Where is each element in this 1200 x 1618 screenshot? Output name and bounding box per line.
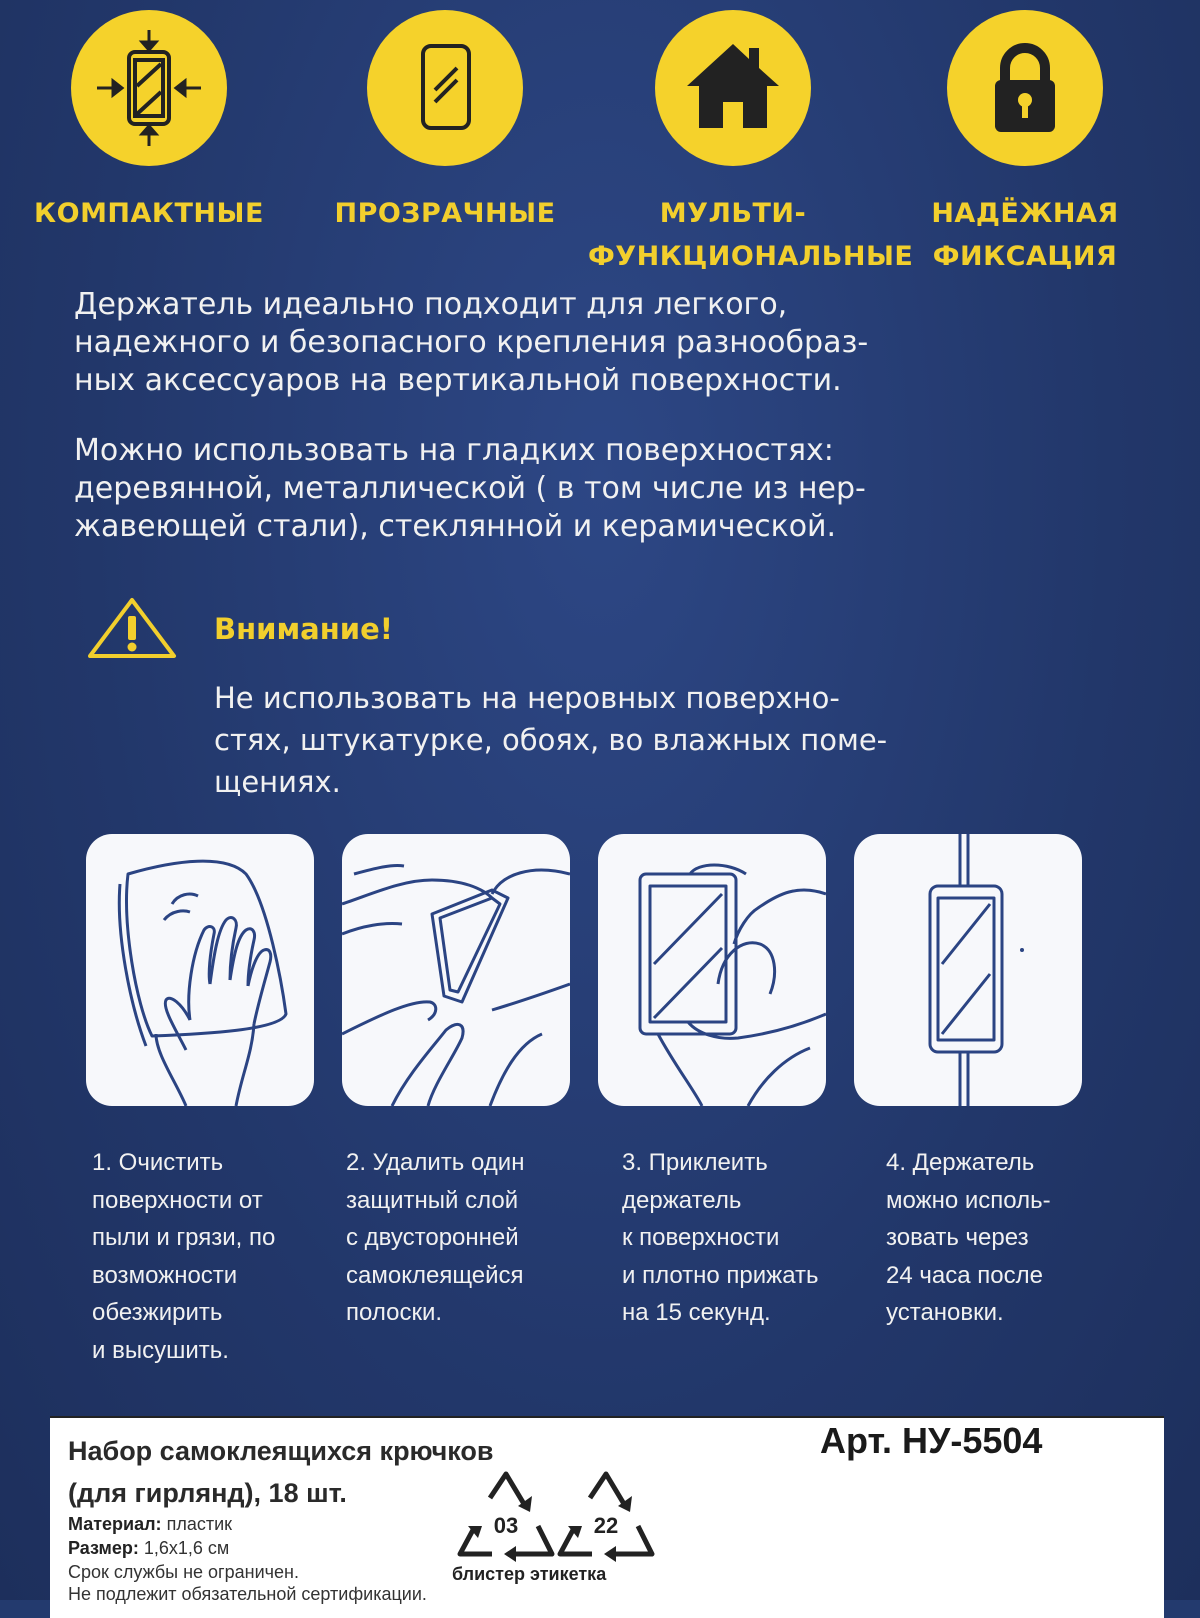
wipe-surface-icon <box>86 834 314 1106</box>
label-line: ФИКСАЦИЯ <box>932 241 1118 272</box>
step-4-text <box>886 1144 1126 1332</box>
feature-reliable <box>880 10 1170 278</box>
step-3-card <box>598 834 826 1106</box>
description-paragraph-1 <box>74 286 1154 400</box>
material-spec <box>68 1514 232 1535</box>
spec-key: Материал: <box>68 1514 162 1534</box>
label-line: МУЛЬТИ- <box>659 198 807 229</box>
text-line: полоски. <box>346 1299 443 1326</box>
text-line: жавеющей стали), стеклянной и керамической. <box>74 509 837 544</box>
holder-mounted-icon <box>854 834 1082 1106</box>
padlock-icon <box>947 10 1103 166</box>
text-line: с двусторонней <box>346 1224 519 1251</box>
text-line: стях, штукатурке, обоях, во влажных поме- <box>214 723 888 757</box>
text-line: 24 часа после <box>886 1261 1043 1289</box>
service-life: Срок службы не ограничен. <box>68 1562 299 1582</box>
features-row <box>0 0 1200 280</box>
transparent-panel-icon <box>367 10 523 166</box>
text-line: установки. <box>886 1299 1004 1326</box>
text-line: держатель <box>622 1186 742 1214</box>
text-line: надежного и безопасного крепления разнообраз- <box>74 325 869 360</box>
spec-value: пластик <box>166 1514 233 1534</box>
feature-transparent <box>300 10 590 235</box>
text-line: на 15 секунд. <box>622 1299 771 1326</box>
text-line: защитный слой <box>346 1186 519 1214</box>
text-line: деревянной, металлической ( в том числе из нер- <box>74 471 866 506</box>
text-line: поверхности от <box>92 1186 263 1214</box>
text-line: обезжирить <box>92 1299 223 1326</box>
product-label <box>50 1416 1164 1618</box>
text-line: 3. Приклеить <box>622 1149 768 1176</box>
feature-reliable-label <box>880 192 1170 278</box>
size-spec <box>68 1538 229 1559</box>
text-line: и высушить. <box>92 1336 229 1364</box>
text-line: (для гирлянд), 18 шт. <box>68 1478 347 1508</box>
recycle-22-icon <box>554 1468 658 1568</box>
compact-arrows-icon <box>71 10 227 166</box>
peel-layer-icon <box>342 834 570 1106</box>
text-line: Набор самоклеящихся крючков <box>68 1436 494 1466</box>
feature-compact-label: КОМПАКТНЫЕ <box>34 198 264 229</box>
recycle-caption: блистер этикетка <box>452 1564 607 1584</box>
warning-title: Внимание! <box>214 612 393 646</box>
step-2-text <box>346 1144 586 1332</box>
feature-multifunctional-label <box>588 192 914 278</box>
text-line: возможности <box>92 1261 238 1289</box>
text-line: самоклеящейся <box>346 1261 524 1289</box>
description-paragraph-2 <box>74 432 1154 546</box>
recycle-code: 03 <box>493 1513 519 1538</box>
article-number: Арт. НУ-5504 <box>820 1420 1043 1461</box>
step-4-card <box>854 834 1082 1106</box>
recycle-03-icon <box>454 1468 558 1568</box>
recycle-code: 22 <box>593 1513 619 1538</box>
text-line: 4. Держатель <box>886 1149 1035 1176</box>
text-line: щениях. <box>214 765 341 799</box>
text-line: Не использовать на неровных поверхно- <box>214 681 840 715</box>
warning-triangle-icon <box>86 596 178 664</box>
feature-transparent-label: ПРОЗРАЧНЫЕ <box>334 198 556 229</box>
certification-note: Не подлежит обязательной сертификации. <box>68 1584 427 1604</box>
house-icon <box>655 10 811 166</box>
warning-text <box>214 677 1114 803</box>
text-line: к поверхности <box>622 1224 780 1251</box>
step-3-text <box>622 1144 862 1332</box>
text-line: и плотно прижать <box>622 1261 819 1289</box>
text-line: 2. Удалить один <box>346 1149 525 1176</box>
text-line: Можно использовать на гладких поверхностях: <box>74 433 834 468</box>
label-line: НАДЁЖНАЯ <box>931 198 1119 229</box>
step-1-card <box>86 834 314 1106</box>
spec-key: Размер: <box>68 1538 139 1558</box>
step-2-card <box>342 834 570 1106</box>
text-line: зовать через <box>886 1224 1029 1251</box>
press-holder-icon <box>598 834 826 1106</box>
spec-value: 1,6x1,6 см <box>143 1538 230 1558</box>
text-line: Держатель идеально подходит для легкого, <box>74 287 788 322</box>
feature-compact <box>4 10 294 235</box>
step-1-text <box>92 1144 332 1369</box>
feature-multifunctional <box>588 10 914 278</box>
text-line: можно исполь- <box>886 1186 1051 1214</box>
text-line: ных аксессуаров на вертикальной поверхности. <box>74 363 842 398</box>
text-line: пыли и грязи, по <box>92 1224 276 1251</box>
text-line: 1. Очистить <box>92 1149 224 1176</box>
label-line: ФУНКЦИОНАЛЬНЫЕ <box>588 241 914 272</box>
